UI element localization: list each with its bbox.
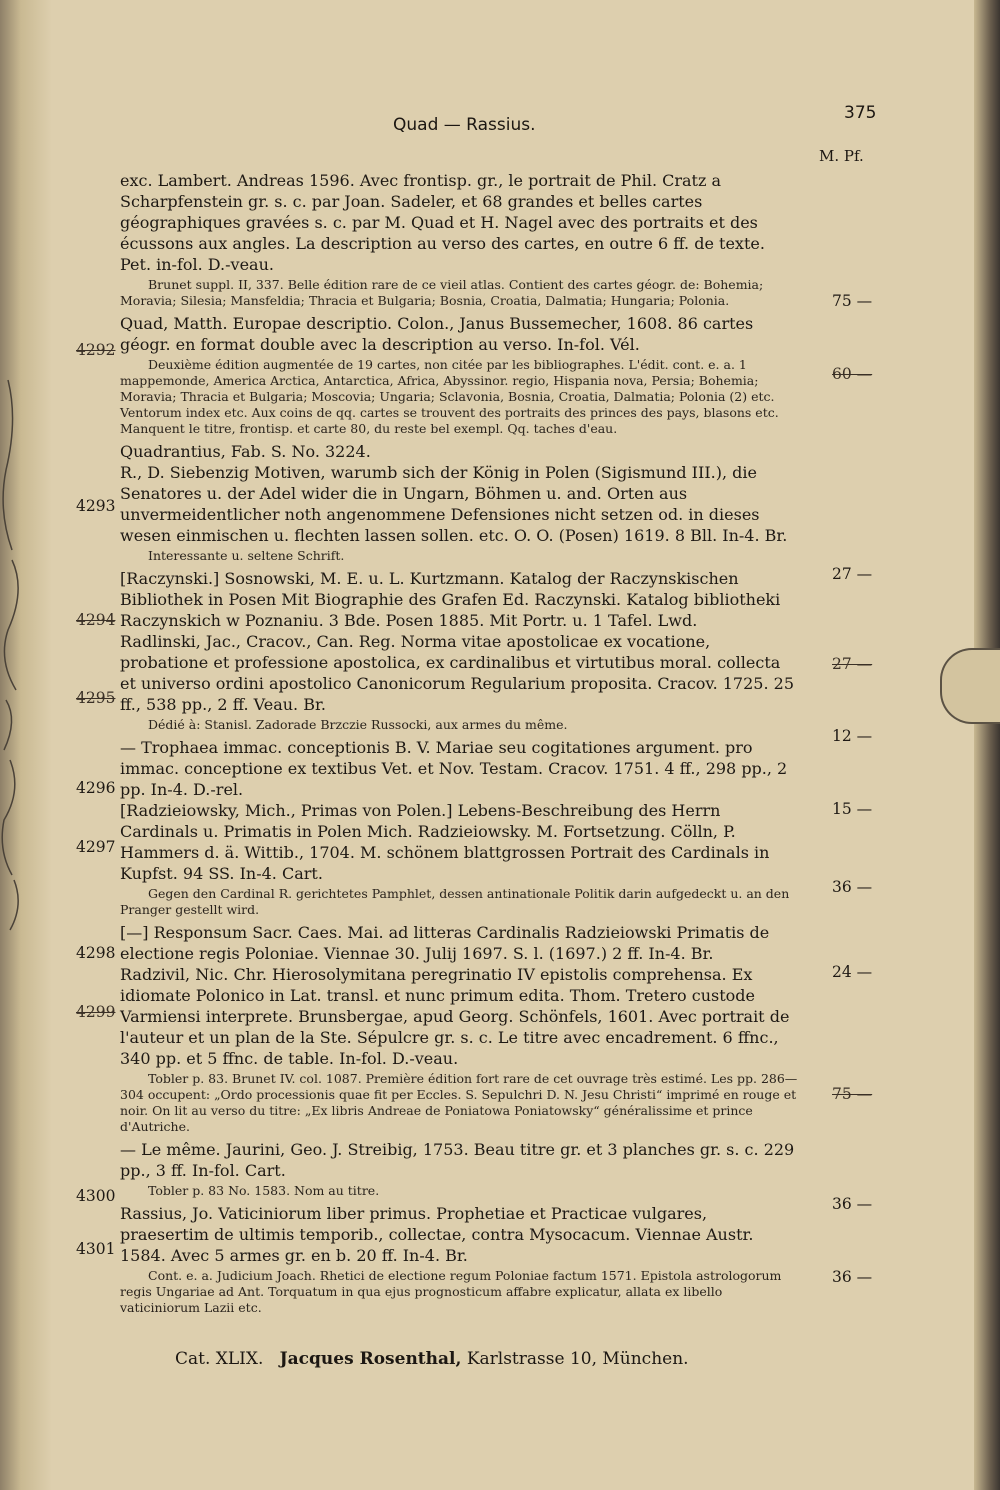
entry-text: Rassius, Jo. Vaticiniorum liber primus. Prophetiae et Practicae vulgares, praesertim de ultimis temporib., collectae, contra Mysocacum. Viennae Austr. 1584. Avec 5 armes gr. en b. 20 ff. In-4. Br. — [120, 1204, 754, 1265]
price: 12 — — [832, 727, 873, 745]
price: 36 — — [832, 1268, 873, 1286]
entry-note: Tobler p. 83. Brunet IV. col. 1087. Première édition fort rare de cet ouvrage très estimé. Les pp. 286—304 occupent: „Ordo processionis quae fit per Eccles. S. Sepulchri D. N. Jesu Christi“ imprimé en rouge et noir. On lit au verso du titre: „Ex libris Andreae de Poniatowa Poniatowsky“ généralissime et prince d'Autriche. — [120, 1071, 798, 1134]
price: 60 — — [832, 365, 873, 383]
entry-text: [Raczynski.] Sosnowski, M. E. u. L. Kurtzmann. Katalog der Raczynskischen Bibliothek in Posen Mit Biographie des Grafen Ed. Raczynski. Katalog bibliotheki Raczynskich w Poznaniu. 3 Bde. Posen 1885. Mit Portr. u. 1 Tafel. Lwd. — [120, 569, 781, 630]
price: 24 — — [832, 963, 873, 981]
entry-text: Radlinski, Jac., Cracov., Can. Reg. Norma vitae apostolicae ex vocatione, probatione et professione apostolica, ex cardinalibus et virtutibus moral. collecta et universo ordini apostolico Canonicorum Regularium proposita. Cracov. 1725. 25 ff., 538 pp., 2 ff. Veau. Br. — [120, 632, 794, 714]
publisher-name: Jacques Rosenthal, — [279, 1349, 462, 1369]
page-footer — [175, 1349, 689, 1369]
lot-number: 4293 — [76, 497, 116, 515]
entry-note: Gegen den Cardinal R. gerichtetes Pamphlet, dessen antinationale Politik darin aufgedeckt u. an den Pranger gestellt wird. — [120, 886, 790, 917]
lot-number: 4296 — [76, 779, 116, 797]
entry-text: Radzivil, Nic. Chr. Hierosolymitana peregrinatio IV epistolis comprehensa. Ex idiomate Polonico in Lat. transl. et nunc primum edita. Thom. Tretero custode Varmiensi interprete. Brunsbergae, apud Georg. Schönfels, 1601. Avec portrait de l'auteur et un plan de la Ste. Sépulcre gr. s. c. Le titre avec encadrement. 6 ffnc., 340 pp. et 5 ffnc. de table. In-fol. D.-veau. — [120, 965, 790, 1068]
price: 75 — — [832, 1085, 873, 1103]
lot-number: 4299 — [76, 1003, 116, 1021]
running-head: Quad — Rassius. — [393, 115, 536, 135]
price: 75 — — [832, 292, 873, 310]
entry-text: [—] Responsum Sacr. Caes. Mai. ad litteras Cardinalis Radzieiowski Primatis de electione regis Poloniae. Viennae 30. Julij 1697. S. l. (1697.) 2 ff. In-4. Br. — [120, 923, 770, 963]
price: 15 — — [832, 800, 873, 818]
page-tab-marker — [940, 648, 1000, 724]
entry-note: Dédié à: Stanisl. Zadorade Brzczie Russocki, aux armes du même. — [148, 717, 568, 732]
entry-text: — Le même. Jaurini, Geo. J. Streibig, 1753. Beau titre gr. et 3 planches gr. s. c. 229 pp., 3 ff. In-fol. Cart. — [120, 1140, 795, 1180]
lot-number: 4294 — [76, 611, 116, 629]
page-edge — [974, 0, 1000, 1490]
entry-text: exc. Lambert. Andreas 1596. Avec frontisp. gr., le portrait de Phil. Cratz a Scharpfenstein gr. s. c. par Joan. Sadeler, et 68 grandes et belles cartes géographiques gravées s. c. par M. Quad et H. Nagel avec des portraits et des écussons aux angles. La description au verso des cartes, en outre 6 ff. de texte. Pet. in-fol. D.-veau. — [120, 171, 765, 274]
price: 27 — — [832, 565, 873, 583]
lot-number: 4300 — [76, 1187, 116, 1205]
pencil-marginalia — [0, 0, 60, 1490]
catalogue-entries — [120, 170, 800, 1320]
page-header — [0, 103, 1000, 139]
entry-note: Interessante u. seltene Schrift. — [148, 548, 345, 563]
entry-note: Tobler p. 83 No. 1583. Nom au titre. — [148, 1183, 380, 1198]
currency-label: M. Pf. — [819, 147, 864, 165]
entry-text: R., D. Siebenzig Motiven, warumb sich der König in Polen (Sigismund III.), die Senatores u. der Adel wider die in Ungarn, Böhmen u. and. Orten aus unvermeidentlicher noth angenommene Defensiones nicht setzen od. in dieses wesen einmischen u. flechten lassen sollen. etc. O. O. (Posen) 1619. 8 Bll. In-4. Br. — [120, 463, 788, 545]
entry-text: Quadrantius, Fab. S. No. 3224. — [120, 442, 371, 461]
price: 27 — — [832, 655, 873, 673]
entry-text: Quad, Matth. Europae descriptio. Colon., Janus Bussemecher, 1608. 86 cartes géogr. en format double avec la description au verso. In-fol. Vél. — [120, 314, 754, 354]
lot-number: 4298 — [76, 944, 116, 962]
lot-number: 4301 — [76, 1240, 116, 1258]
entry-text: [Radzieiowsky, Mich., Primas von Polen.] Lebens-Beschreibung des Herrn Cardinals u. Primatis in Polen Mich. Radzieiowsky. M. Fortsetzung. Cölln, P. Hammers d. ä. Wittib., 1704. M. schönem blattgrossen Portrait des Cardinals in Kupfst. 94 SS. In-4. Cart. — [120, 801, 770, 883]
catalogue-number: Cat. XLIX. — [175, 1349, 264, 1369]
lot-number: 4297 — [76, 838, 116, 856]
entry-note: Cont. e. a. Judicium Joach. Rhetici de electione regum Poloniae factum 1571. Epistola astrologorum regis Ungariae ad Ant. Torquatum in qua ejus prognosticum affabre explicatur, allata ex libello vaticiniorum Lazii etc. — [120, 1268, 782, 1315]
publisher-address: Karlstrasse 10, München. — [466, 1349, 689, 1369]
entry-note: Brunet suppl. II, 337. Belle édition rare de ce vieil atlas. Contient des cartes géogr. de: Bohemia; Moravia; Silesia; Mansfeldia; Thracia et Bulgaria; Bosnia, Croatia, Dalmatia; Hungaria; Polonia. — [120, 277, 764, 308]
page-number: 375 — [844, 103, 877, 123]
price: 36 — — [832, 878, 873, 896]
entry-note: Deuxième édition augmentée de 19 cartes, non citée par les bibliographes. L'édit. cont. e. a. 1 mappemonde, America Arctica, Antarctica, Africa, Abyssinor. regio, Hispania nova, Persia; Bohemia; Moravia; Thracia et Bulgaria; Moscovia; Ungaria; Sclavonia, Bosnia, Croatia, Dalmatia; Polonia (2) etc. Ventorum index etc. Aux coins de qq. cartes se trouvent des portraits des princes des pays, blasons etc. Manquent le titre, frontisp. et carte 80, du reste bel exempl. Qq. taches d'eau. — [120, 357, 779, 436]
entry-text: — Trophaea immac. conceptionis B. V. Mariae seu cogitationes argument. pro immac. conceptione ex textibus Vet. et Nov. Testam. Cracov. 1751. 4 ff., 298 pp., 2 pp. In-4. D.-rel. — [120, 738, 788, 799]
lot-number: 4295 — [76, 689, 116, 707]
price: 36 — — [832, 1195, 873, 1213]
lot-number: 4292 — [76, 341, 116, 359]
